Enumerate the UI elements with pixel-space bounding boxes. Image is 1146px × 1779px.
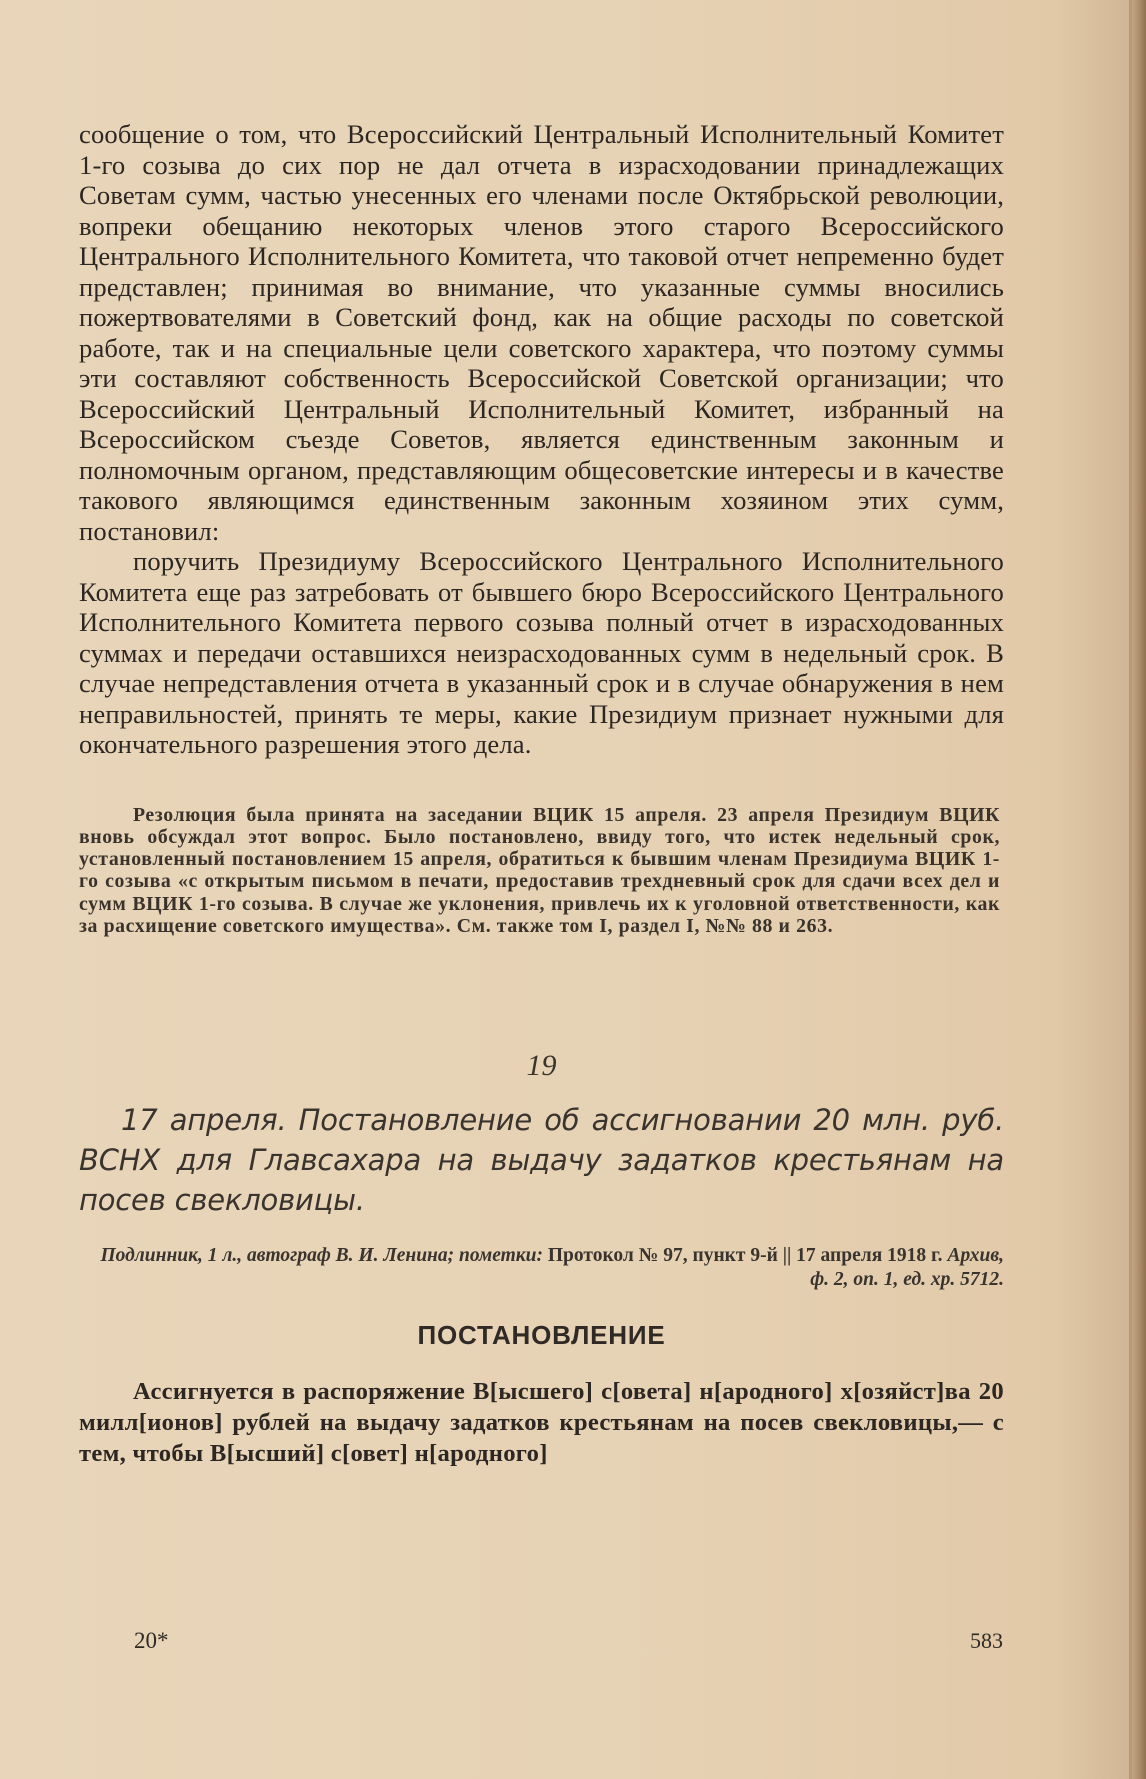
resolution-text: Ассигнуется в распоряжение В[ысшего] с[овета] н[ародного] х[озяйст]ва 20 милл[ионов] рублей на выдачу задатков крестьянам на посев свекловицы,— с тем, чтобы В[ысший] с[овет] н[ародного] bbox=[79, 1378, 1004, 1468]
resolution-preamble: сообщение о том, что Всероссийский Центральный Исполнительный Комитет 1-го созыва до сих пор не дал отчета в израсходовании принадлежащих Советам сумм, частью унесенных его членами после Октябрьской революции, вопреки обещанию некоторых членов этого старого Всероссийского Центрального Исполнительного Комитета, что таковой отчет непременно будет представлен; принимая во внимание, что указанные суммы вносились пожертвователями в Советский фонд, как на общие расходы по советской работе, так и на специальные цели советского характера, что поэтому суммы эти составляют собственность Всероссийской Советской организации; что Всероссийский Центральный Исполнительный Комитет, избранный на Всероссийском съезде Советов, является единственным законным и полномочным органом, представляющим общесоветские интересы и в качестве такового являющимся единственным законным хозяином этих сумм, постановил: bbox=[79, 119, 1004, 546]
archival-source bbox=[79, 1244, 1004, 1291]
page-number: 583 bbox=[970, 1628, 1003, 1653]
page-content bbox=[79, 119, 1004, 1469]
printer-signature-mark: 20* bbox=[134, 1628, 169, 1653]
page-edge bbox=[1132, 0, 1146, 1779]
source-description: Подлинник, 1 л., автограф В. И. Ленина; пометки: bbox=[100, 1245, 543, 1267]
source-archive: Архив, ф. 2, оп. 1, ед. хр. 5712. bbox=[810, 1245, 1004, 1290]
resolution-decision: поручить Президиуму Всероссийского Центрального Исполнительного Комитета еще раз затребовать от бывшего бюро Всероссийского Центрального Исполнительного Комитета первого созыва полный отчет в израсходованных суммах и передачи оставшихся неизрасходованных сумм в недельный срок. В случае непредставления отчета в указанный срок и в случае обнаружения в нем неправильностей, принять те меры, какие Президиум признает нужными для окончательного разрешения этого дела. bbox=[79, 546, 1004, 759]
document-title: 17 апреля. Постановление об ассигновании 20 млн. руб. ВСНХ для Главсахара на выдачу задатков крестьянам на посев свекловицы. bbox=[79, 1103, 1004, 1218]
document-number: 19 bbox=[526, 1049, 557, 1083]
section-heading: ПОСТАНОВЛЕНИЕ bbox=[417, 1320, 666, 1351]
source-protocol: Протокол № 97, пункт 9-й || 17 апреля 1918 г. bbox=[547, 1245, 943, 1267]
editorial-note: Резолюция была принята на заседании ВЦИК 15 апреля. 23 апреля Президиум ВЦИК вновь обсуждал этот вопрос. Было постановлено, ввиду того, что истек недельный срок, установленный постановлением 15 апреля, обратиться к бывшим членам Президиума ВЦИК 1-го созыва «с открытым письмом в печати, предоставив трехдневный срок для сдачи всех дел и сумм ВЦИК 1-го созыва. В случае же уклонения, привлечь их к уголовной ответственности, как за расхищение советского имущества». См. также том I, раздел I, №№ 88 и 263. bbox=[79, 803, 1000, 937]
